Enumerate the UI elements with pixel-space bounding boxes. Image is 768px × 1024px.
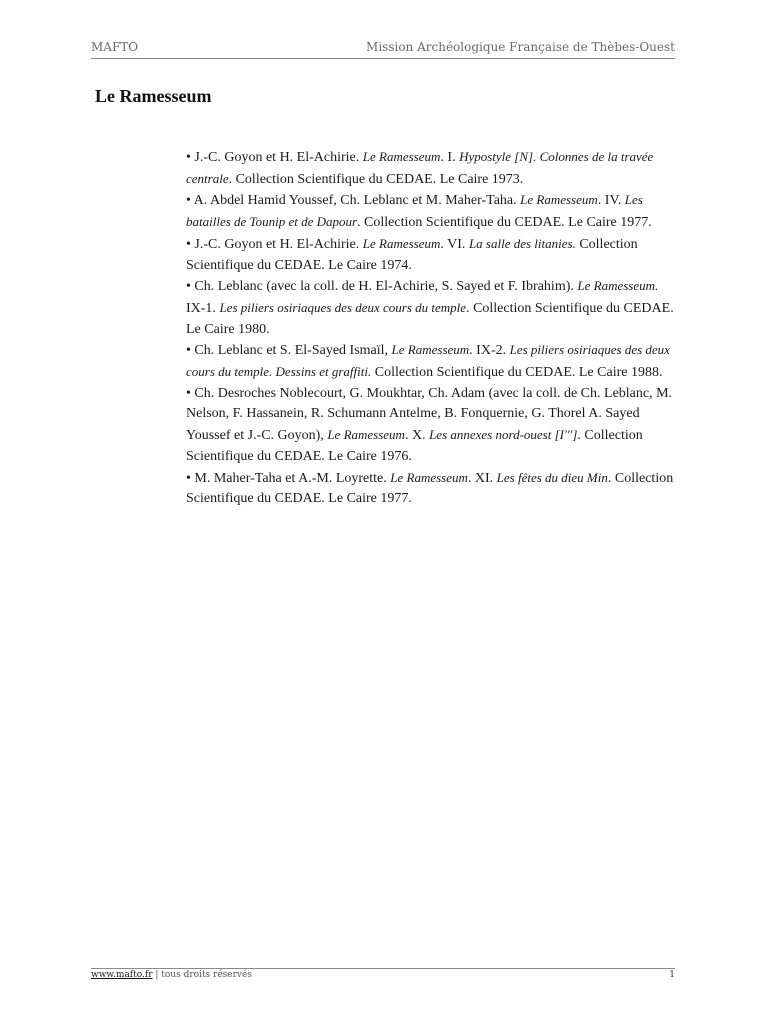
entry-title-italic: Le Ramesseum xyxy=(362,235,441,251)
page-number: 1 xyxy=(669,970,675,980)
entry-title-italic: Hypostyle [N]. Colonnes de la travée centrale xyxy=(186,149,654,186)
header-right-label: Mission Archéologique Française de Thèbes-Ouest xyxy=(366,40,675,54)
entry-text: . IV. xyxy=(597,193,625,209)
bibliography-entry xyxy=(186,234,676,276)
entry-text: IX-1. xyxy=(186,300,220,316)
entry-text: • Ch. Desroches Noblecourt, G. Moukhtar, Ch. Adam (avec la coll. de Ch. Leblanc, M. Nelson, F. Hassanein, R. Schumann Antelme, B. Fonquernie, G. Thorel A. Sayed Youssef et J.-C. Goyon), xyxy=(186,385,673,444)
entry-text: . X. xyxy=(404,428,430,444)
entry-text: . IX-2. xyxy=(469,343,510,359)
entry-text: . XI. xyxy=(467,470,497,486)
page-title: Le Ramesseum xyxy=(95,86,212,106)
entry-text: . Collection Scientifique du CEDAE. Le Caire 1973. xyxy=(228,171,524,187)
entry-text: . Collection Scientifique du CEDAE. Le Caire 1976. xyxy=(186,428,643,464)
bibliography-entry xyxy=(186,190,676,233)
entry-title-italic: Le Ramesseum xyxy=(391,342,470,358)
entry-text: • M. Maher-Taha et A.-M. Loyrette. xyxy=(186,470,391,486)
entry-text: • Ch. Leblanc (avec la coll. de H. El-Achirie, S. Sayed et F. Ibrahim). xyxy=(186,279,578,295)
entry-text: • A. Abdel Hamid Youssef, Ch. Leblanc et M. Maher-Taha. xyxy=(186,193,521,209)
entry-title-italic: Les fêtes du dieu Min xyxy=(496,469,608,485)
entry-title-italic: Les piliers osiriaques des deux cours du temple. Dessins et graffiti. xyxy=(186,342,670,380)
bibliography-entry xyxy=(186,340,676,383)
footer-site-link[interactable]: www.mafto.fr xyxy=(91,970,153,980)
entry-title-italic: Les piliers osiriaques des deux cours du temple xyxy=(219,299,467,315)
page-header xyxy=(91,40,675,59)
entry-text: . VI. xyxy=(440,236,469,252)
entry-text: • J.-C. Goyon et H. El-Achirie. xyxy=(186,236,363,252)
entry-title-italic: Les annexes nord-ouest [I'''] xyxy=(429,427,578,443)
bibliography-entry xyxy=(186,468,676,510)
entry-text: . Collection Scientifique du CEDAE. Le Caire 1977. xyxy=(357,215,652,231)
entry-text: . I. xyxy=(440,150,460,165)
bibliography-list xyxy=(186,147,676,510)
entry-text: Collection Scientifique du CEDAE. Le Caire 1988. xyxy=(371,365,663,381)
entry-text: . Collection Scientifique du CEDAE. Le Caire 1980. xyxy=(186,300,674,337)
entry-title-italic: Le Ramesseum xyxy=(362,149,441,164)
footer-rights-note: | tous droits réservés xyxy=(152,970,252,980)
bibliography-entry xyxy=(186,384,676,468)
entry-title-italic: La salle des litanies. xyxy=(468,235,576,251)
header-left-label: MAFTO xyxy=(91,40,139,54)
bibliography-entry xyxy=(186,276,676,340)
entry-text: • J.-C. Goyon et H. El-Achirie. xyxy=(186,150,363,165)
entry-text: . Collection Scientifique du CEDAE. Le Caire 1977. xyxy=(186,470,674,507)
entry-title-italic: Le Ramesseum xyxy=(327,427,405,443)
entry-title-italic: Les batailles de Tounip et de Dapour xyxy=(186,192,643,230)
page-footer xyxy=(91,968,675,980)
entry-text: • Ch. Leblanc et S. El-Sayed Ismaïl, xyxy=(186,343,392,359)
bibliography-entry xyxy=(186,147,676,190)
entry-title-italic: Le Ramesseum xyxy=(390,469,468,485)
entry-title-italic: Le Ramesseum xyxy=(520,192,598,208)
entry-text: Collection Scientifique du CEDAE. Le Caire 1974. xyxy=(186,236,638,273)
entry-title-italic: Le Ramesseum. xyxy=(577,278,659,294)
